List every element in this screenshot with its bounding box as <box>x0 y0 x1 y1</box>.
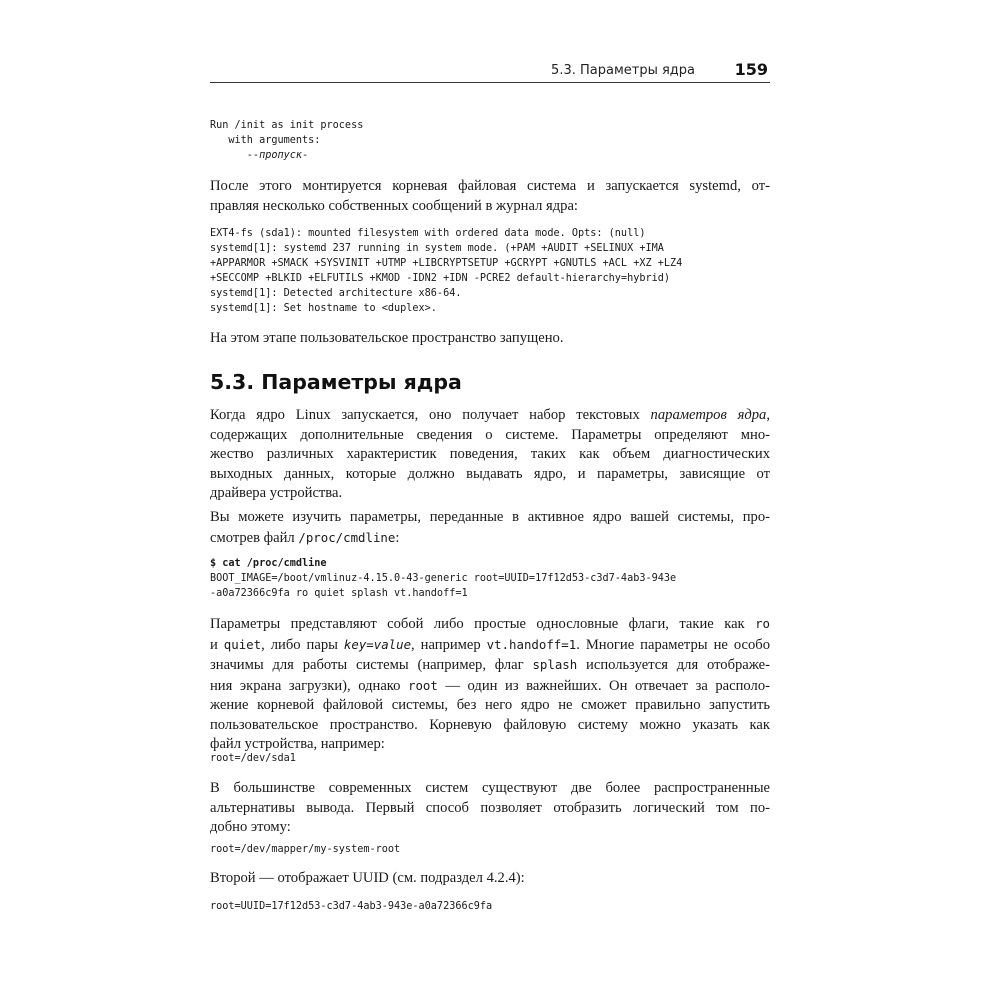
code-line: systemd[1]: Detected architecture x86-64. <box>210 288 462 299</box>
paragraph-flags: Параметры представляют собой либо простые однословные флаги, такие как ro и quiet, либо пары key=value, например vt.handoff=1. Многие параметры не особо значимы для работы системы (например, флаг splash используется для отображе- ния экрана загрузки), однако root — один из важнейших. Он отвечает за располо- жение корневой файловой системы, без него ядро не сможет правильно запустить пользовательское пространство. Корневую файловую систему можно указать как файл устройства, например: <box>210 616 771 752</box>
code-block-root-dev <box>210 751 296 766</box>
code-line: +APPARMOR +SMACK +SYSVINIT +UTMP +LIBCRYPTSETUP +GCRYPT +GNUTLS +ACL +XZ +LZ4 <box>210 258 683 269</box>
code-line: with arguments: <box>210 135 321 146</box>
code-line: root=/dev/mapper/my-system-root <box>210 844 401 855</box>
page-number: 159 <box>734 60 768 79</box>
paragraph-study-params: Вы можете изучить параметры, переданные в активное ядро вашей системы, про- смотрев файл /proc/cmdline: <box>210 509 770 546</box>
code-line: systemd[1]: systemd 237 running in system mode. (+PAM +AUDIT +SELINUX +IMA <box>210 243 664 254</box>
code-line: EXT4-fs (sda1): mounted filesystem with ordered data mode. Opts: (null) <box>210 228 646 239</box>
code-line: BOOT_IMAGE=/boot/vmlinuz-4.15.0-43-generic root=UUID=17f12d53-c3d7-4ab3-943e <box>210 573 677 584</box>
paragraph-mount: После этого монтируется корневая файловая система и запускается systemd, от- правляя несколько собственных сообщений в журнал ядра: <box>210 178 770 214</box>
code-line: -a0a72366c9fa ro quiet splash vt.handoff=1 <box>210 588 468 599</box>
code-line: root=UUID=17f12d53-c3d7-4ab3-943e-a0a72366c9fa <box>210 901 493 912</box>
paragraph-alternatives: В большинстве современных систем существуют две более распространенные альтернативы вывода. Первый способ позволяет отобразить логический том по- добно этому: <box>210 780 770 835</box>
code-block-cmdline <box>210 556 676 601</box>
running-header-section-title: 5.3. Параметры ядра <box>551 63 695 78</box>
paragraph-second-way: Второй — отображает UUID (см. подраздел 4.2.4): <box>210 870 525 886</box>
code-command-line: $ cat /proc/cmdline <box>210 558 327 569</box>
paragraph-userspace: На этом этапе пользовательское пространство запущено. <box>210 330 564 346</box>
code-line: Run /init as init process <box>210 120 364 131</box>
code-line: --пропуск- <box>210 150 309 161</box>
code-block-root-mapper <box>210 842 400 857</box>
code-line: +SECCOMP +BLKID +ELFUTILS +KMOD -IDN2 +IDN -PCRE2 default-hierarchy=hybrid) <box>210 273 671 284</box>
code-block-init <box>210 118 363 163</box>
code-block-systemd <box>210 226 682 316</box>
code-line: systemd[1]: Set hostname to <duplex>. <box>210 303 437 314</box>
section-heading: 5.3. Параметры ядра <box>210 370 462 394</box>
running-header <box>210 58 770 83</box>
paragraph-kernel-params: Когда ядро Linux запускается, оно получает набор текстовых параметров ядра, содержащих дополнительные сведения о системе. Параметры определяют мно- жество различных характеристик поведения, таких как объем диагностических выходных данных, которые должно выдавать ядро, и параметры, зависящие от драйвера устройства. <box>210 407 770 501</box>
code-block-root-uuid <box>210 899 492 914</box>
code-line: root=/dev/sda1 <box>210 753 296 764</box>
